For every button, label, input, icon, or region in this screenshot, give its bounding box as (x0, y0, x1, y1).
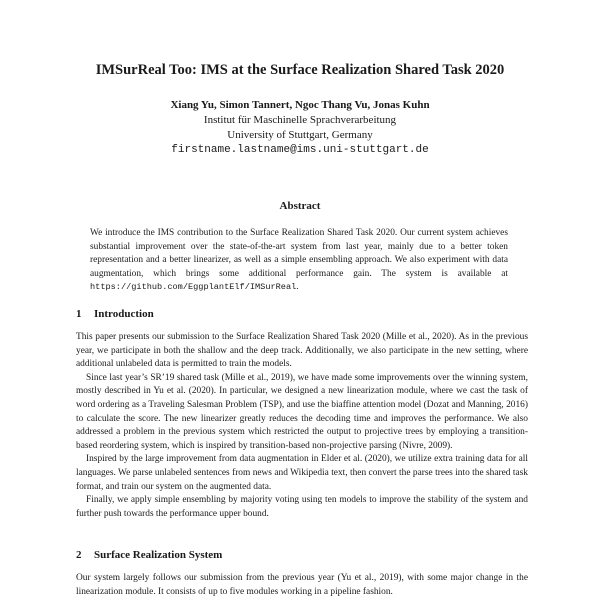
section-title: Introduction (94, 308, 154, 320)
paragraph: This paper presents our submission to the Surface Realization Shared Task 2020 (Mille et al., 2020). As in the previous year, we participate in both the shallow and the deep track. Additionally, we also participate in the new setting, where additional unlabeled data is permitted to train the models. (76, 332, 528, 370)
affiliation-university: University of Stuttgart, Germany (227, 129, 373, 141)
section-number: 1 (76, 308, 82, 320)
author-email: firstname.lastname@ims.uni-stuttgart.de (171, 144, 429, 156)
repository-link[interactable]: https://github.com/EggplantElf/IMSurReal (90, 282, 297, 293)
abstract-text (90, 227, 508, 295)
abstract-heading: Abstract (279, 200, 321, 212)
paragraph: Since last year’s SR’19 shared task (Mille et al., 2019), we have made some improvements over the winning system, mostly described in Yu et al. (2020). In particular, we designed a new linearization module, where we cast the task of word ordering as a Traveling Salesman Problem (TSP), and use the biaffine attention model (Dozat and Manning, 2016) to calculate the score. The new linearizer greatly reduces the decoding time and improves the performance. We also addressed a problem in the previous system which restricted the output to projective trees by employing a transition-based reordering system, which is inspired by transition-based non-projective parsing (Nivre, 2009). (76, 372, 528, 451)
section-number: 2 (76, 549, 82, 561)
abstract-body: We introduce the IMS contribution to the Surface Realization Shared Task 2020. Our current system achieves substantial improvement over the state-of-the-art system from last year, mainly due to a better token representation and a better linearizer, as well as a simple ensembling approach. We also experiment with data augmentation, which brings some additional performance gain. The system is available at (90, 228, 508, 279)
section-2-heading (76, 548, 222, 562)
abstract-end: . (296, 282, 299, 293)
paragraph: Inspired by the large improvement from data augmentation in Elder et al. (2020), we utilize extra training data for all languages. We parse unlabeled sentences from news and Wikipedia text, then convert the parse trees into the shared task format, and train our system on the augmented data. (76, 454, 528, 492)
section-1-body (76, 331, 528, 521)
section-1-heading (76, 307, 154, 321)
paper-title: IMSurReal Too: IMS at the Surface Realization Shared Task 2020 (95, 62, 505, 78)
section-2-body (76, 572, 528, 599)
author-list: Xiang Yu, Simon Tannert, Ngoc Thang Vu, Jonas Kuhn (170, 99, 430, 111)
section-title: Surface Realization System (94, 549, 223, 561)
paragraph: Our system largely follows our submission from the previous year (Yu et al., 2019), with some major change in the linearization module. It consists of up to five modules working in a pipeline fashion. (76, 573, 528, 597)
affiliation-institute: Institut für Maschinelle Sprachverarbeitung (203, 114, 397, 126)
paragraph: Finally, we apply simple ensembling by majority voting using ten models to improve the stability of the system and further push towards the performance upper bound. (76, 495, 528, 519)
